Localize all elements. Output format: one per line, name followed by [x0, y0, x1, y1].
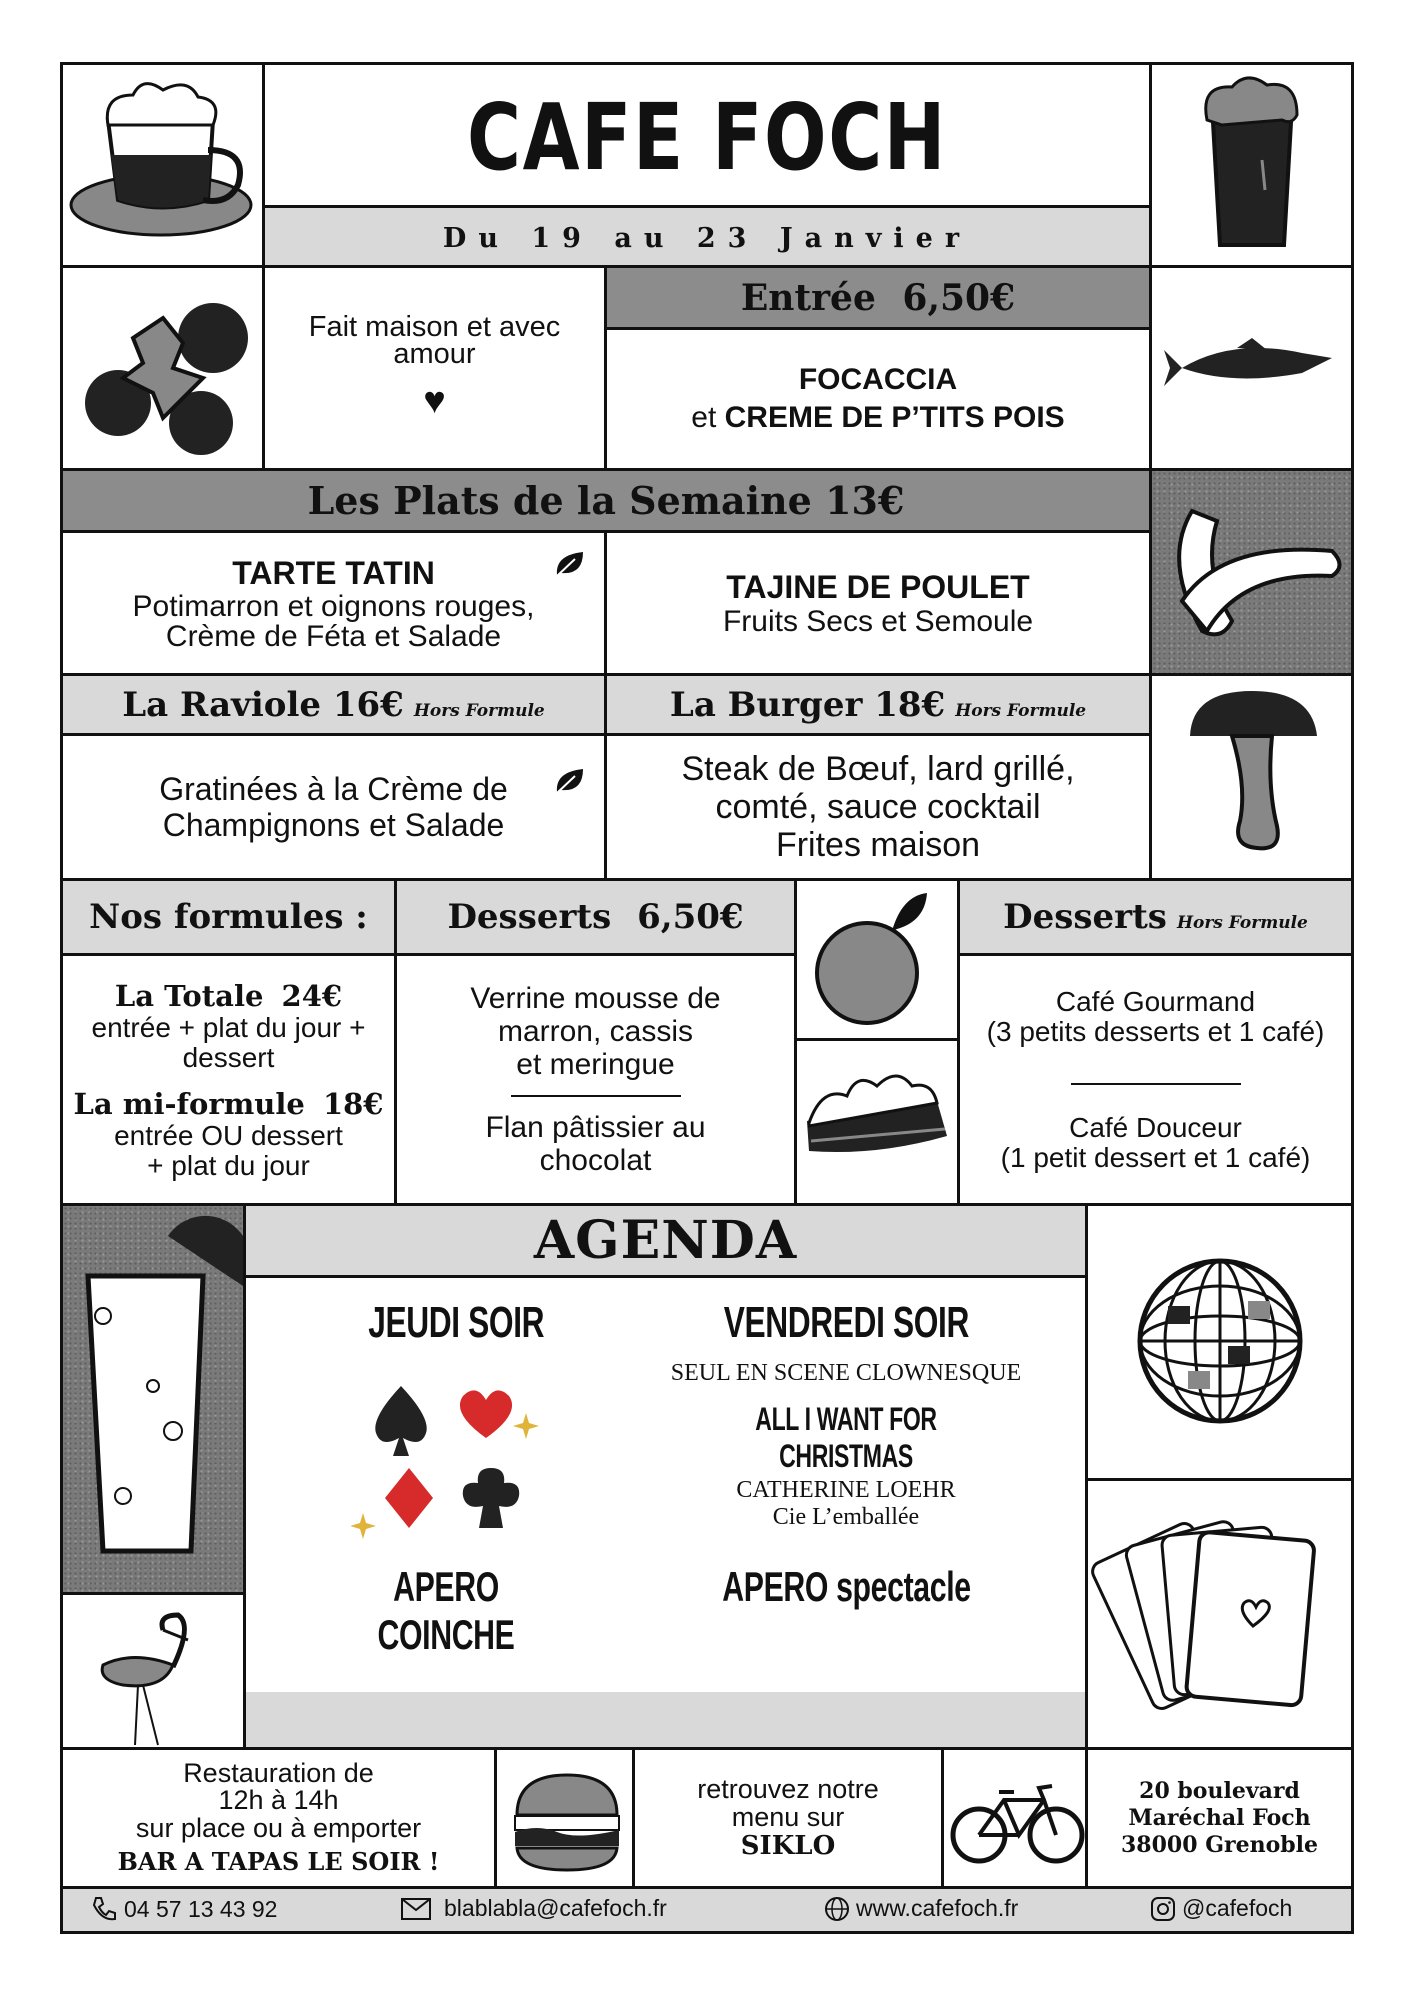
siklo-line2: menu sur — [731, 1802, 845, 1832]
formule2-line2: + plat du jour — [147, 1149, 310, 1181]
meringue-pie-icon — [797, 1041, 957, 1201]
entree-line2-bold: CREME DE P’TITS POIS — [724, 401, 1065, 434]
card-suits-icon — [351, 1378, 551, 1548]
desserts-header — [394, 878, 797, 956]
friday-company: Cie L’emballée — [772, 1504, 920, 1530]
siklo-line1: retrouvez notre — [697, 1774, 879, 1804]
pie-cell — [794, 1038, 960, 1206]
raviole-title: La Raviole 16€ — [122, 684, 404, 725]
hours-line1: Restauration de — [183, 1758, 374, 1788]
entree-line1: FOCACCIA — [798, 363, 958, 396]
instagram-link[interactable] — [1150, 1895, 1292, 1922]
formule2-line1: entrée OU dessert — [114, 1119, 343, 1151]
formule1-line2: dessert — [182, 1041, 275, 1073]
hours-line2: 12h à 14h — [218, 1785, 339, 1815]
dish2-cell — [604, 530, 1152, 676]
cafe-gourmand-detail: (3 petits desserts et 1 café) — [986, 1015, 1325, 1047]
dates-text: Du 19 au 23 Janvier — [442, 222, 972, 254]
address-line3: 38000 Grenoble — [1121, 1831, 1318, 1858]
dish1-line2: Crème de Féta et Salade — [165, 619, 502, 653]
hours-line3: sur place ou à emporter — [135, 1813, 422, 1843]
dessert2-line2: chocolat — [539, 1144, 652, 1177]
siklo-cell — [632, 1747, 944, 1889]
leaf-icon — [553, 549, 587, 579]
cafe-douceur-detail: (1 petit dessert et 1 café) — [1000, 1141, 1311, 1173]
dish1-cell — [60, 530, 607, 676]
email-text: blablabla@cafefoch.fr — [444, 1895, 667, 1921]
formule1-name: La Totale — [114, 978, 264, 1013]
globe-icon — [824, 1896, 850, 1922]
desserts-hf-body — [957, 953, 1354, 1206]
flamingo-icon — [63, 1595, 246, 1750]
burger-title-row — [670, 685, 1086, 725]
raviole-body — [60, 733, 607, 881]
coffee-cup-icon — [63, 65, 263, 265]
agenda-footer-bar — [243, 1692, 1088, 1750]
cafe-gourmand-name: Café Gourmand — [1055, 985, 1256, 1017]
raviole-title-row — [122, 685, 544, 725]
burger-body — [604, 733, 1152, 881]
formules-body — [60, 953, 397, 1206]
dessert2-line1: Flan pâtissier au — [485, 1111, 706, 1144]
thursday-event: APERO COINCHE — [377, 1563, 515, 1658]
friday-block — [646, 1298, 1046, 1531]
friday-event-block — [646, 1563, 1046, 1611]
dish2-line1: Fruits Secs et Semoule — [722, 604, 1034, 638]
burger-header — [604, 673, 1152, 736]
mushroom-icon — [1152, 676, 1352, 876]
entree-line2-prefix: et — [691, 401, 725, 434]
dates-bar — [262, 205, 1152, 268]
formule2-name: La mi-formule — [73, 1086, 305, 1121]
formule1-line1: entrée + plat du jour + — [91, 1011, 366, 1043]
siklo-line3: SIKLO — [740, 1831, 836, 1861]
sausage-cell — [1149, 468, 1354, 676]
cards-cell — [1085, 1478, 1354, 1750]
intro-cell — [262, 265, 607, 471]
formule2-title — [73, 1087, 383, 1121]
intro-text: Fait maison et avec amour — [308, 310, 561, 370]
formule1-title — [115, 979, 342, 1013]
friday-day: VENDREDI SOIR — [723, 1298, 969, 1347]
disco-ball-icon — [1088, 1206, 1354, 1481]
entree-line2 — [691, 401, 1064, 435]
dessert1-line3: et meringue — [516, 1048, 675, 1081]
fish-icon — [1152, 268, 1352, 468]
desserts-body — [394, 953, 797, 1206]
friday-subtitle: SEUL EN SCENE CLOWNESQUE — [670, 1360, 1022, 1386]
thursday-block — [306, 1298, 606, 1348]
plats-header — [60, 468, 1152, 533]
brand-logo: CAFE FOCH — [466, 84, 947, 191]
entree-body — [604, 327, 1152, 471]
fish-cell — [1149, 265, 1354, 471]
website-link[interactable] — [824, 1895, 1018, 1922]
drink-cell — [60, 1203, 246, 1595]
dish2-name: TAJINE DE POULET — [726, 568, 1030, 605]
plats-title: Les Plats de la Semaine 13€ — [307, 478, 905, 523]
orange-icon — [797, 881, 957, 1041]
instagram-icon — [1150, 1896, 1176, 1922]
website-text: www.cafefoch.fr — [856, 1895, 1019, 1921]
playing-cards-icon — [1088, 1481, 1354, 1750]
friday-show: ALL I WANT FOR CHRISTMAS — [755, 1401, 937, 1474]
formules-title: Nos formules : — [89, 897, 368, 937]
agenda-title: AGENDA — [533, 1210, 798, 1271]
formule1-price: 24€ — [281, 978, 343, 1013]
disco-cell — [1085, 1203, 1354, 1481]
thursday-day: JEUDI SOIR — [368, 1298, 544, 1347]
phone-text: 04 57 13 43 92 — [124, 1895, 278, 1922]
hours-cell — [60, 1747, 497, 1889]
burger-line1: Steak de Bœuf, lard grillé, — [681, 750, 1075, 788]
formules-header — [60, 878, 397, 956]
dish1-name: TARTE TATIN — [232, 554, 435, 591]
burger-tag: Hors Formule — [955, 700, 1087, 721]
address-line1: 20 boulevard — [1139, 1777, 1300, 1804]
desserts-title: Desserts — [447, 897, 612, 937]
thursday-event-block — [276, 1563, 616, 1659]
burger-line3: Frites maison — [775, 826, 981, 864]
header-brand-cell — [262, 62, 1152, 210]
raviole-tag: Hors Formule — [413, 700, 545, 721]
desserts-hf-tag: Hors Formule — [1176, 913, 1308, 933]
burger-icon — [497, 1750, 635, 1889]
orange-cell — [794, 878, 960, 1041]
instagram-text: @cafefoch — [1182, 1895, 1293, 1921]
burger-icon-cell — [494, 1747, 635, 1889]
friday-artist: CATHERINE LOEHR — [736, 1477, 956, 1503]
desserts-hf-title: Desserts — [1003, 897, 1167, 937]
entree-price: 6,50€ — [902, 276, 1016, 319]
coffee-cup-cell — [60, 62, 265, 268]
desserts-hf-title-row — [1003, 897, 1308, 937]
mail-icon — [400, 1897, 432, 1921]
raviole-line2: Champignons et Salade — [162, 807, 505, 843]
beer-glass-icon — [1152, 65, 1352, 265]
beer-cell — [1149, 62, 1354, 268]
phone-link[interactable] — [90, 1895, 277, 1923]
email-link[interactable] — [400, 1895, 667, 1922]
bicycle-icon — [944, 1750, 1088, 1889]
dessert1-line1: Verrine mousse de — [470, 982, 721, 1015]
dessert1-line2: marron, cassis — [497, 1015, 694, 1048]
formule2-price: 18€ — [322, 1086, 384, 1121]
burger-line2: comté, sauce cocktail — [715, 788, 1041, 826]
leaf-icon — [553, 766, 587, 796]
hazelnut-cell — [60, 265, 265, 471]
burger-title: La Burger 18€ — [669, 684, 946, 725]
friday-event: APERO spectacle — [721, 1563, 971, 1610]
dish1-line1: Potimarron et oignons rouges, — [132, 589, 535, 623]
entree-title: Entrée — [740, 276, 876, 319]
entree-title-row — [741, 277, 1015, 319]
flamingo-cell — [60, 1592, 246, 1750]
lemonade-glass-icon — [63, 1206, 246, 1595]
entree-header — [604, 265, 1152, 330]
desserts-hf-header — [957, 878, 1354, 956]
raviole-header — [60, 673, 607, 736]
agenda-header — [243, 1203, 1088, 1278]
raviole-line1: Gratinées à la Crème de — [159, 771, 508, 807]
phone-icon — [90, 1895, 118, 1923]
dessert-divider — [511, 1095, 681, 1097]
bike-cell — [941, 1747, 1088, 1889]
address-line2: Maréchal Foch — [1128, 1804, 1311, 1831]
desserts-price: 6,50€ — [637, 897, 744, 937]
cafe-douceur-name: Café Douceur — [1069, 1111, 1242, 1143]
agenda-body — [243, 1275, 1088, 1695]
mushroom-cell — [1149, 673, 1354, 881]
tapas-text: BAR A TAPAS LE SOIR ! — [117, 1847, 440, 1876]
desserts-title-row — [447, 897, 743, 937]
sausage-icon — [1152, 471, 1352, 671]
hazelnut-icon — [63, 268, 263, 468]
heart-icon: ♥ — [423, 379, 446, 422]
hf-divider — [1071, 1083, 1241, 1085]
address-cell — [1085, 1747, 1354, 1889]
